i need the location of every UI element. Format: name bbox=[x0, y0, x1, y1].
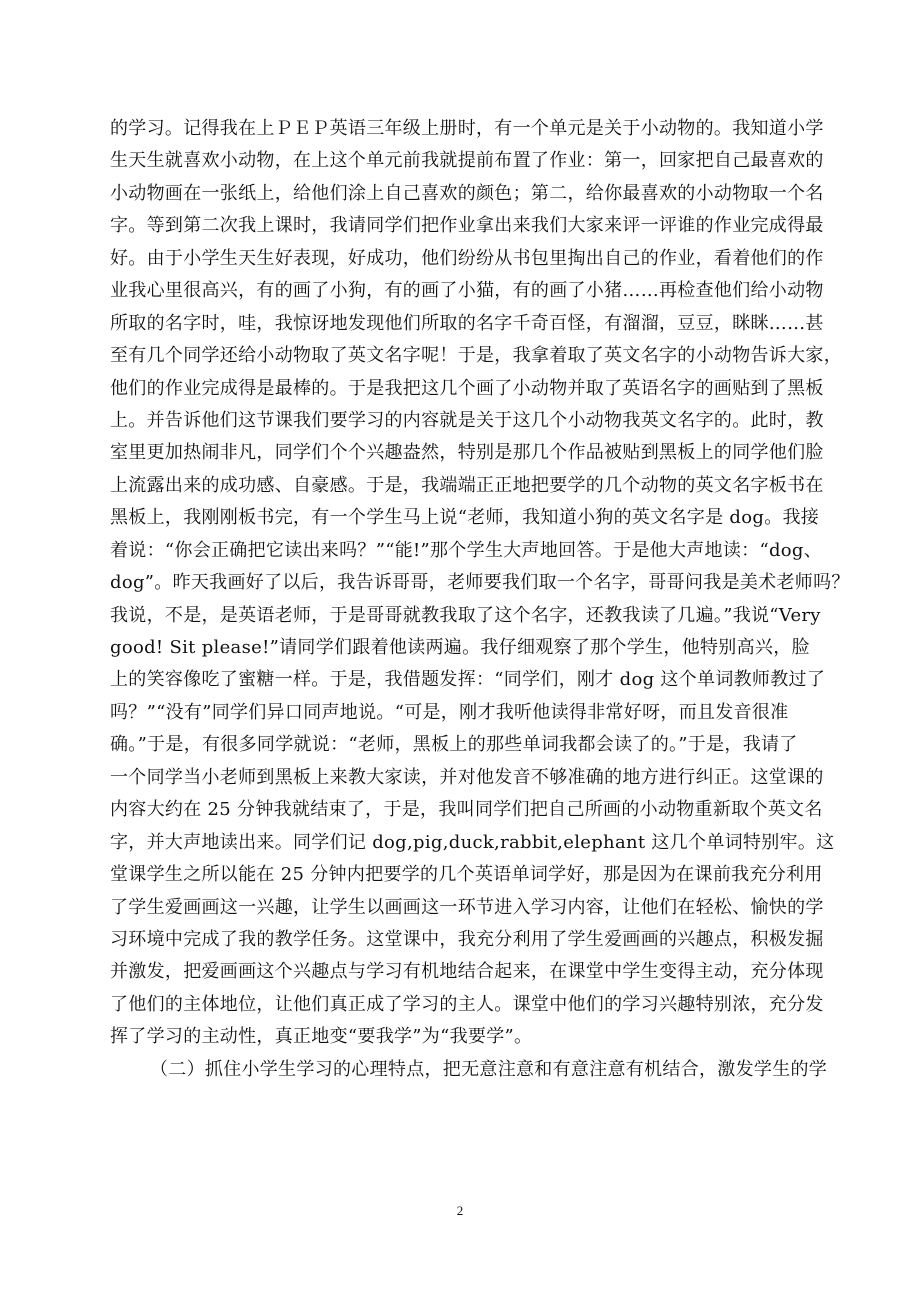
text-line: 业我心里很高兴，有的画了小狗，有的画了小猫，有的画了小猪……再检查他们给小动物 bbox=[110, 280, 824, 302]
text-line: 堂课学生之所以能在 25 分钟内把要学的几个英语单词学好，那是因为在课前我充分利用 bbox=[110, 864, 823, 886]
text-line: 并激发，把爱画画这个兴趣点与学习有机地结合起来，在课堂中学生变得主动，充分体现 bbox=[110, 961, 824, 983]
text-line: 生天生就喜欢小动物，在上这个单元前我就提前布置了作业：第一，回家把自己最喜欢的 bbox=[110, 150, 824, 172]
text-line: 至有几个同学还给小动物取了英文名字呢！于是，我拿着取了英文名字的小动物告诉大家， bbox=[110, 345, 842, 367]
text-line: 习环境中完成了我的教学任务。这堂课中，我充分利用了学生爱画画的兴趣点，积极发掘 bbox=[110, 928, 824, 950]
page-number: 2 bbox=[456, 1203, 464, 1218]
text-line: 一个同学当小老师到黑板上来教大家读，并对他发音不够准确的地方进行纠正。这堂课的 bbox=[110, 766, 824, 788]
section-heading-line: （二）抓住小学生学习的心理特点，把无意注意和有意注意有机结合，激发学生的学 bbox=[150, 1058, 828, 1080]
text-line: 所取的名字时，哇，我惊讶地发现他们所取的名字千奇百怪，有溜溜，豆豆，眯眯……甚 bbox=[110, 312, 824, 334]
text-line: dog”。昨天我画好了以后，我告诉哥哥，老师要我们取一个名字，哥哥问我是美术老师吗？ bbox=[110, 572, 850, 594]
text-line: 了他们的主体地位，让他们真正成了学习的主人。课堂中他们的学习兴趣特别浓，充分发 bbox=[110, 993, 824, 1015]
text-line: 字，并大声地读出来。同学们记 dog,pig,duck,rabbit,elephant 这几个单词特别牢。这 bbox=[110, 831, 835, 853]
text-line: 室里更加热闹非凡，同学们个个兴趣盎然，特别是那几个作品被贴到黑板上的同学他们脸 bbox=[110, 442, 824, 464]
text-line: 好。由于小学生天生好表现，好成功，他们纷纷从书包里掏出自己的作业，看着他们的作 bbox=[110, 247, 824, 269]
text-line: 吗？”“没有”同学们异口同声地说。“可是，刚才我听他读得非常好呀，而且发音很准 bbox=[110, 701, 789, 723]
text-line: 内容大约在 25 分钟我就结束了，于是，我叫同学们把自己所画的小动物重新取个英文名 bbox=[110, 799, 823, 821]
text-line: 着说：“你会正确把它读出来吗？”“能!”那个学生大声地回答。于是他大声地读：“dog、 bbox=[110, 539, 823, 561]
text-line: 他们的作业完成得是最棒的。于是我把这几个画了小动物并取了英语名字的画贴到了黑板 bbox=[110, 377, 824, 399]
text-line: 上。并告诉他们这节课我们要学习的内容就是关于这几个小动物我英文名字的。此时，教 bbox=[110, 409, 824, 431]
text-line: 上流露出来的成功感、自豪感。于是，我端端正正地把要学的几个动物的英文名字板书在 bbox=[110, 474, 824, 496]
text-line: 确。”于是，有很多同学就说：“老师，黑板上的那些单词我都会读了的。”于是，我请了 bbox=[110, 734, 798, 756]
text-line: 挥了学习的主动性，真正地变“要我学”为“我要学”。 bbox=[110, 1026, 533, 1048]
text-line: 上的笑容像吃了蜜糖一样。于是，我借题发挥：“同学们，刚才 dog 这个单词教师教过了 bbox=[110, 669, 826, 691]
text-line: 黑板上，我刚刚板书完，有一个学生马上说“老师，我知道小狗的英文名字是 dog。我接 bbox=[110, 507, 820, 529]
text-line: 的学习。记得我在上ＰＥＰ英语三年级上册时，有一个单元是关于小动物的。我知道小学 bbox=[110, 118, 824, 139]
text-line: good! Sit please!”请同学们跟着他读两遍。我仔细观察了那个学生，他特别高兴，脸 bbox=[110, 637, 810, 658]
text-line: 我说，不是，是英语老师，于是哥哥就教我取了这个名字，还教我读了几遍。”我说“Very bbox=[110, 604, 821, 626]
text-line: 字。等到第二次我上课时，我请同学们把作业拿出来我们大家来评一评谁的作业完成得最 bbox=[110, 215, 824, 237]
body-text bbox=[110, 113, 850, 1086]
text-line: 小动物画在一张纸上，给他们涂上自己喜欢的颜色；第二，给你最喜欢的小动物取一个名 bbox=[110, 182, 824, 204]
text-line: 了学生爱画画这一兴趣，让学生以画画这一环节进入学习内容，让他们在轻松、愉快的学 bbox=[110, 896, 824, 918]
